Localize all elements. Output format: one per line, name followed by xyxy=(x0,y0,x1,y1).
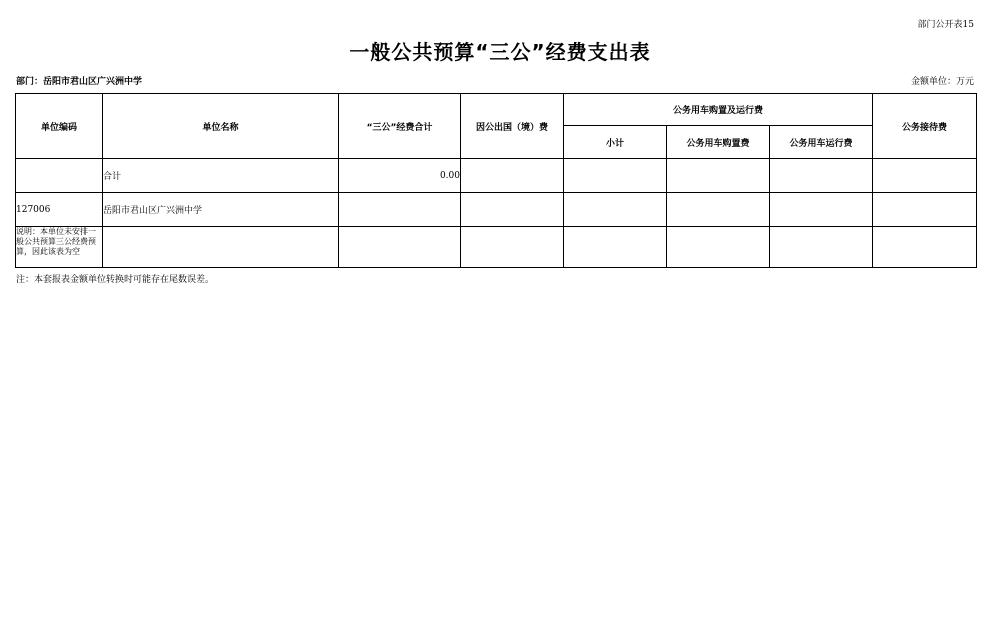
cell-vehicle-purchase xyxy=(667,159,770,193)
header-unit-name: 单位名称 xyxy=(103,94,339,159)
cell-subtotal xyxy=(564,159,667,193)
cell-unit-name: 合计 xyxy=(103,159,339,193)
cell-subtotal xyxy=(564,193,667,227)
table-row-note xyxy=(16,227,977,268)
header-vehicle-purchase: 公务用车购置费 xyxy=(667,126,770,159)
empty-cell xyxy=(564,227,667,268)
cell-unit-code: 127006 xyxy=(16,193,103,227)
page-title: 一般公共预算“三公”经费支出表 xyxy=(349,40,651,64)
header-vehicle-group: 公务用车购置及运行费 xyxy=(564,94,873,126)
department-label: 部门：岳阳市君山区广兴洲中学 xyxy=(16,77,143,87)
cell-reception xyxy=(873,193,977,227)
empty-cell xyxy=(873,227,977,268)
header-unit-code: 单位编码 xyxy=(16,94,103,159)
cell-vehicle-operation xyxy=(770,193,873,227)
header-reception: 公务接待费 xyxy=(873,94,977,159)
cell-reception xyxy=(873,159,977,193)
cell-vehicle-purchase xyxy=(667,193,770,227)
cell-sangong-total: 0.00 xyxy=(339,159,461,193)
cell-sangong-total xyxy=(339,193,461,227)
header-overseas: 因公出国（境）费 xyxy=(461,94,564,159)
table-row-unit xyxy=(16,193,977,227)
amount-unit-label: 金额单位：万元 xyxy=(910,77,974,87)
table-row-total xyxy=(16,159,977,193)
cell-vehicle-operation xyxy=(770,159,873,193)
note-cell: 说明：本单位未安排一般公共预算三公经费预算，因此该表为空 xyxy=(16,227,103,268)
cell-overseas xyxy=(461,159,564,193)
cell-unit-name: 岳阳市君山区广兴洲中学 xyxy=(103,193,339,227)
header-vehicle-operation: 公务用车运行费 xyxy=(770,126,873,159)
header-sangong-total: “三公”经费合计 xyxy=(339,94,461,159)
empty-cell xyxy=(770,227,873,268)
form-number: 部门公开表15 xyxy=(917,20,974,30)
header-subtotal: 小计 xyxy=(564,126,667,159)
empty-cell xyxy=(667,227,770,268)
footnote: 注：本套报表金额单位转换时可能存在尾数误差。 xyxy=(16,275,215,285)
cell-overseas xyxy=(461,193,564,227)
sangong-expense-table xyxy=(15,93,977,268)
cell-unit-code xyxy=(16,159,103,193)
empty-cell xyxy=(339,227,461,268)
empty-cell xyxy=(103,227,339,268)
empty-cell xyxy=(461,227,564,268)
